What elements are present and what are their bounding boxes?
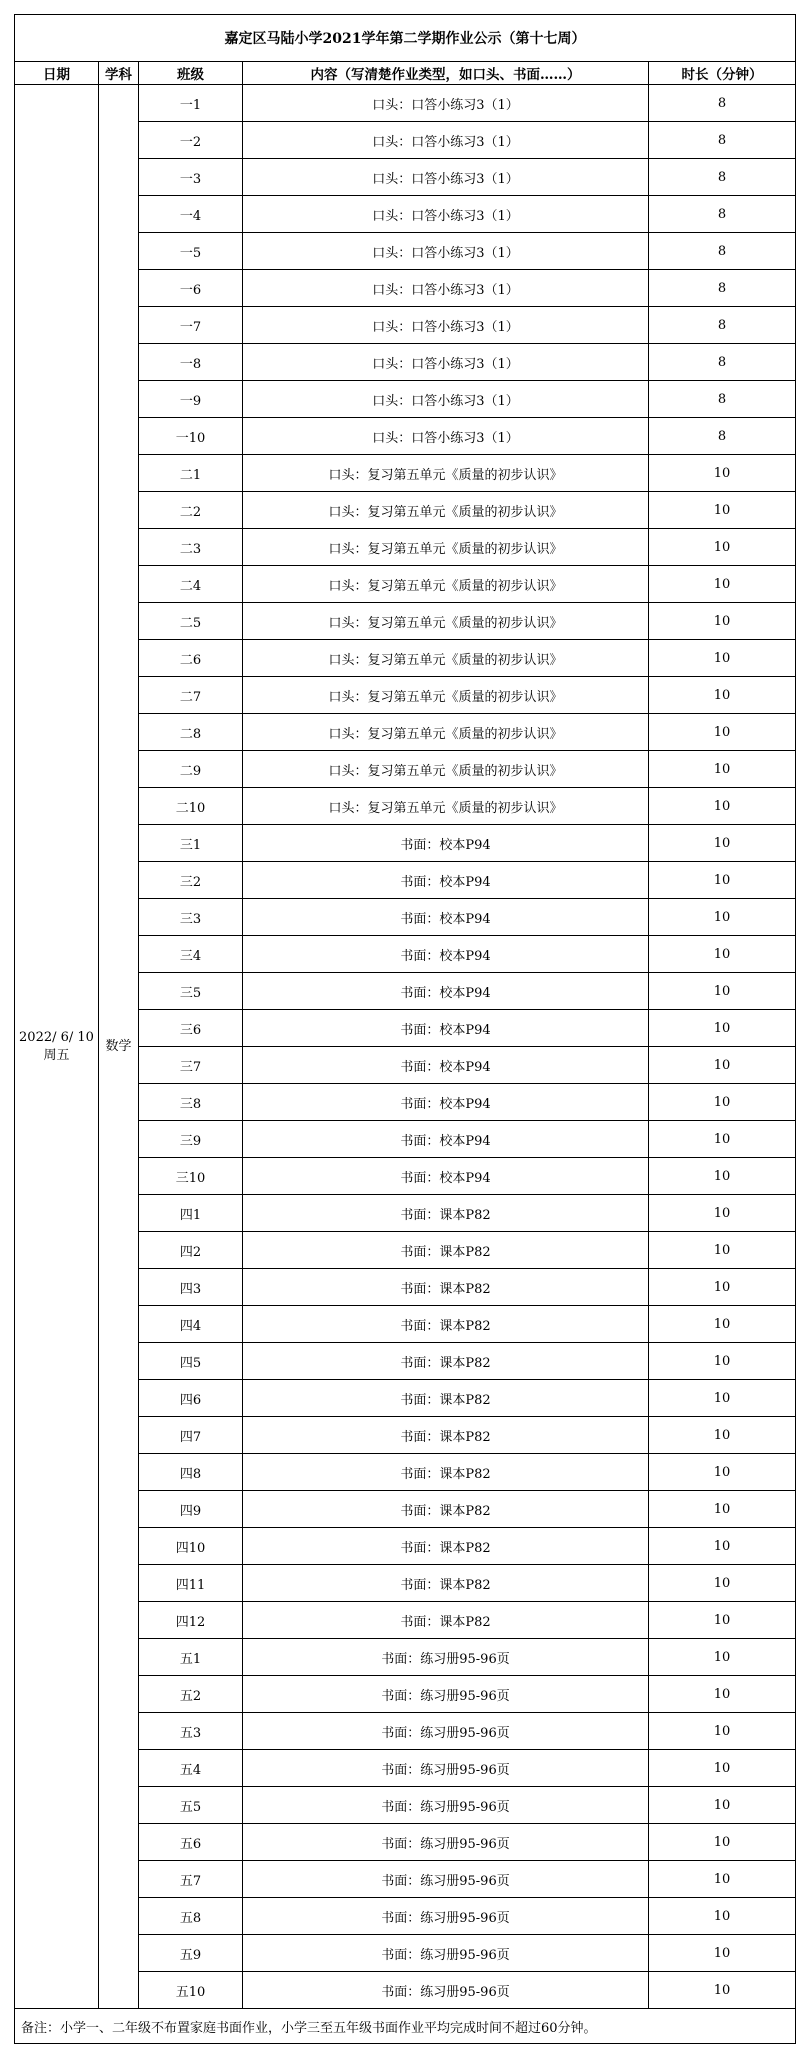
- content-cell: 书面：练习册95-96页: [243, 1898, 649, 1935]
- duration-cell: 10: [649, 1602, 796, 1639]
- homework-table: [14, 14, 796, 2044]
- content-cell: 书面：练习册95-96页: [243, 1639, 649, 1676]
- content-cell: 书面：校本P94: [243, 1084, 649, 1121]
- content-cell: 书面：校本P94: [243, 1047, 649, 1084]
- class-cell: 五1: [139, 1639, 243, 1676]
- table-title: 嘉定区马陆小学2021学年第二学期作业公示（第十七周）: [15, 15, 796, 62]
- duration-cell: 10: [649, 788, 796, 825]
- duration-cell: 10: [649, 1417, 796, 1454]
- class-cell: 三2: [139, 862, 243, 899]
- class-cell: 一1: [139, 85, 243, 122]
- class-cell: 一7: [139, 307, 243, 344]
- class-cell: 一6: [139, 270, 243, 307]
- footnote: 备注：小学一、二年级不布置家庭书面作业，小学三至五年级书面作业平均完成时间不超过60分钟。: [15, 2009, 796, 2044]
- duration-cell: 10: [649, 1824, 796, 1861]
- content-cell: 口头：复习第五单元《质量的初步认识》: [243, 492, 649, 529]
- content-cell: 书面：校本P94: [243, 936, 649, 973]
- content-cell: 书面：课本P82: [243, 1602, 649, 1639]
- duration-cell: 8: [649, 418, 796, 455]
- class-cell: 四1: [139, 1195, 243, 1232]
- content-cell: 书面：课本P82: [243, 1565, 649, 1602]
- class-cell: 三10: [139, 1158, 243, 1195]
- content-cell: 书面：练习册95-96页: [243, 1676, 649, 1713]
- date-cell: [15, 85, 99, 2009]
- duration-cell: 10: [649, 1306, 796, 1343]
- duration-cell: 8: [649, 85, 796, 122]
- content-cell: 口头：口答小练习3（1）: [243, 418, 649, 455]
- duration-cell: 10: [649, 1713, 796, 1750]
- class-cell: 二4: [139, 566, 243, 603]
- class-cell: 二3: [139, 529, 243, 566]
- duration-cell: 10: [649, 1380, 796, 1417]
- content-cell: 书面：练习册95-96页: [243, 1787, 649, 1824]
- class-cell: 五3: [139, 1713, 243, 1750]
- class-cell: 四12: [139, 1602, 243, 1639]
- class-cell: 五4: [139, 1750, 243, 1787]
- duration-cell: 10: [649, 1121, 796, 1158]
- class-cell: 三5: [139, 973, 243, 1010]
- duration-cell: 10: [649, 899, 796, 936]
- weekday-text: 周五: [43, 1047, 70, 1063]
- content-cell: 口头：复习第五单元《质量的初步认识》: [243, 603, 649, 640]
- content-cell: 书面：练习册95-96页: [243, 1750, 649, 1787]
- content-cell: 书面：练习册95-96页: [243, 1972, 649, 2009]
- homework-sheet: [14, 14, 795, 2044]
- class-cell: 二8: [139, 714, 243, 751]
- duration-cell: 10: [649, 1787, 796, 1824]
- header-row: [15, 62, 796, 85]
- class-cell: 四11: [139, 1565, 243, 1602]
- class-cell: 五6: [139, 1824, 243, 1861]
- content-cell: 口头：复习第五单元《质量的初步认识》: [243, 640, 649, 677]
- content-cell: 口头：复习第五单元《质量的初步认识》: [243, 455, 649, 492]
- header-class: 班级: [139, 62, 243, 85]
- duration-cell: 10: [649, 1010, 796, 1047]
- duration-cell: 8: [649, 344, 796, 381]
- duration-cell: 8: [649, 381, 796, 418]
- content-cell: 口头：复习第五单元《质量的初步认识》: [243, 677, 649, 714]
- duration-cell: 10: [649, 677, 796, 714]
- class-cell: 四2: [139, 1232, 243, 1269]
- class-cell: 一9: [139, 381, 243, 418]
- class-cell: 二2: [139, 492, 243, 529]
- class-cell: 三6: [139, 1010, 243, 1047]
- content-cell: 书面：校本P94: [243, 1010, 649, 1047]
- duration-cell: 10: [649, 492, 796, 529]
- content-cell: 书面：练习册95-96页: [243, 1935, 649, 1972]
- duration-cell: 10: [649, 1750, 796, 1787]
- content-cell: 书面：课本P82: [243, 1491, 649, 1528]
- duration-cell: 10: [649, 1158, 796, 1195]
- content-cell: 书面：课本P82: [243, 1343, 649, 1380]
- class-cell: 一2: [139, 122, 243, 159]
- duration-cell: 10: [649, 603, 796, 640]
- class-cell: 五10: [139, 1972, 243, 2009]
- duration-cell: 10: [649, 1861, 796, 1898]
- content-cell: 口头：口答小练习3（1）: [243, 381, 649, 418]
- class-cell: 四6: [139, 1380, 243, 1417]
- class-cell: 三1: [139, 825, 243, 862]
- subject-cell: 数学: [99, 85, 139, 2009]
- duration-cell: 10: [649, 714, 796, 751]
- table-body: [15, 85, 796, 2009]
- duration-cell: 10: [649, 1084, 796, 1121]
- duration-cell: 10: [649, 1639, 796, 1676]
- duration-cell: 10: [649, 751, 796, 788]
- class-cell: 二9: [139, 751, 243, 788]
- duration-cell: 10: [649, 566, 796, 603]
- duration-cell: 10: [649, 1935, 796, 1972]
- content-cell: 口头：口答小练习3（1）: [243, 122, 649, 159]
- duration-cell: 8: [649, 307, 796, 344]
- class-cell: 五2: [139, 1676, 243, 1713]
- duration-cell: 10: [649, 1343, 796, 1380]
- content-cell: 口头：复习第五单元《质量的初步认识》: [243, 751, 649, 788]
- header-duration: 时长（分钟）: [649, 62, 796, 85]
- content-cell: 书面：校本P94: [243, 1121, 649, 1158]
- content-cell: 书面：校本P94: [243, 1158, 649, 1195]
- class-cell: 四5: [139, 1343, 243, 1380]
- duration-cell: 10: [649, 1898, 796, 1935]
- duration-cell: 8: [649, 233, 796, 270]
- duration-cell: 10: [649, 1269, 796, 1306]
- duration-cell: 8: [649, 122, 796, 159]
- header-content: 内容（写清楚作业类型，如口头、书面……）: [243, 62, 649, 85]
- content-cell: 口头：口答小练习3（1）: [243, 196, 649, 233]
- content-cell: 书面：校本P94: [243, 825, 649, 862]
- duration-cell: 10: [649, 1047, 796, 1084]
- duration-cell: 10: [649, 455, 796, 492]
- content-cell: 口头：复习第五单元《质量的初步认识》: [243, 788, 649, 825]
- class-cell: 一8: [139, 344, 243, 381]
- content-cell: 书面：练习册95-96页: [243, 1861, 649, 1898]
- class-cell: 五5: [139, 1787, 243, 1824]
- duration-cell: 10: [649, 973, 796, 1010]
- duration-cell: 10: [649, 1528, 796, 1565]
- class-cell: 二7: [139, 677, 243, 714]
- header-date: 日期: [15, 62, 99, 85]
- content-cell: 口头：口答小练习3（1）: [243, 233, 649, 270]
- content-cell: 口头：口答小练习3（1）: [243, 85, 649, 122]
- content-cell: 书面：课本P82: [243, 1232, 649, 1269]
- content-cell: 书面：课本P82: [243, 1380, 649, 1417]
- content-cell: 书面：课本P82: [243, 1417, 649, 1454]
- content-cell: 书面：课本P82: [243, 1306, 649, 1343]
- class-cell: 四9: [139, 1491, 243, 1528]
- content-cell: 书面：课本P82: [243, 1195, 649, 1232]
- content-cell: 书面：练习册95-96页: [243, 1713, 649, 1750]
- duration-cell: 10: [649, 825, 796, 862]
- content-cell: 口头：口答小练习3（1）: [243, 307, 649, 344]
- duration-cell: 10: [649, 529, 796, 566]
- duration-cell: 10: [649, 1676, 796, 1713]
- duration-cell: 8: [649, 196, 796, 233]
- duration-cell: 10: [649, 1972, 796, 2009]
- class-cell: 二6: [139, 640, 243, 677]
- class-cell: 二5: [139, 603, 243, 640]
- duration-cell: 10: [649, 936, 796, 973]
- content-cell: 口头：复习第五单元《质量的初步认识》: [243, 529, 649, 566]
- content-cell: 口头：口答小练习3（1）: [243, 270, 649, 307]
- content-cell: 书面：课本P82: [243, 1454, 649, 1491]
- class-cell: 三7: [139, 1047, 243, 1084]
- duration-cell: 8: [649, 270, 796, 307]
- content-cell: 口头：口答小练习3（1）: [243, 344, 649, 381]
- class-cell: 三3: [139, 899, 243, 936]
- content-cell: 书面：课本P82: [243, 1528, 649, 1565]
- content-cell: 口头：口答小练习3（1）: [243, 159, 649, 196]
- date-text: 2022/ 6/ 10: [19, 1029, 94, 1045]
- class-cell: 三4: [139, 936, 243, 973]
- content-cell: 书面：练习册95-96页: [243, 1824, 649, 1861]
- duration-cell: 10: [649, 1491, 796, 1528]
- duration-cell: 10: [649, 1232, 796, 1269]
- class-cell: 五9: [139, 1935, 243, 1972]
- class-cell: 三8: [139, 1084, 243, 1121]
- class-cell: 一5: [139, 233, 243, 270]
- table-row: [15, 85, 796, 122]
- duration-cell: 10: [649, 640, 796, 677]
- content-cell: 书面：校本P94: [243, 899, 649, 936]
- class-cell: 四10: [139, 1528, 243, 1565]
- class-cell: 四4: [139, 1306, 243, 1343]
- class-cell: 二10: [139, 788, 243, 825]
- class-cell: 四3: [139, 1269, 243, 1306]
- content-cell: 书面：课本P82: [243, 1269, 649, 1306]
- class-cell: 四7: [139, 1417, 243, 1454]
- duration-cell: 8: [649, 159, 796, 196]
- class-cell: 一3: [139, 159, 243, 196]
- content-cell: 书面：校本P94: [243, 973, 649, 1010]
- content-cell: 口头：复习第五单元《质量的初步认识》: [243, 714, 649, 751]
- duration-cell: 10: [649, 1565, 796, 1602]
- content-cell: 口头：复习第五单元《质量的初步认识》: [243, 566, 649, 603]
- duration-cell: 10: [649, 1195, 796, 1232]
- class-cell: 一10: [139, 418, 243, 455]
- class-cell: 五8: [139, 1898, 243, 1935]
- class-cell: 三9: [139, 1121, 243, 1158]
- class-cell: 二1: [139, 455, 243, 492]
- content-cell: 书面：校本P94: [243, 862, 649, 899]
- class-cell: 一4: [139, 196, 243, 233]
- duration-cell: 10: [649, 862, 796, 899]
- class-cell: 五7: [139, 1861, 243, 1898]
- duration-cell: 10: [649, 1454, 796, 1491]
- header-subject: 学科: [99, 62, 139, 85]
- class-cell: 四8: [139, 1454, 243, 1491]
